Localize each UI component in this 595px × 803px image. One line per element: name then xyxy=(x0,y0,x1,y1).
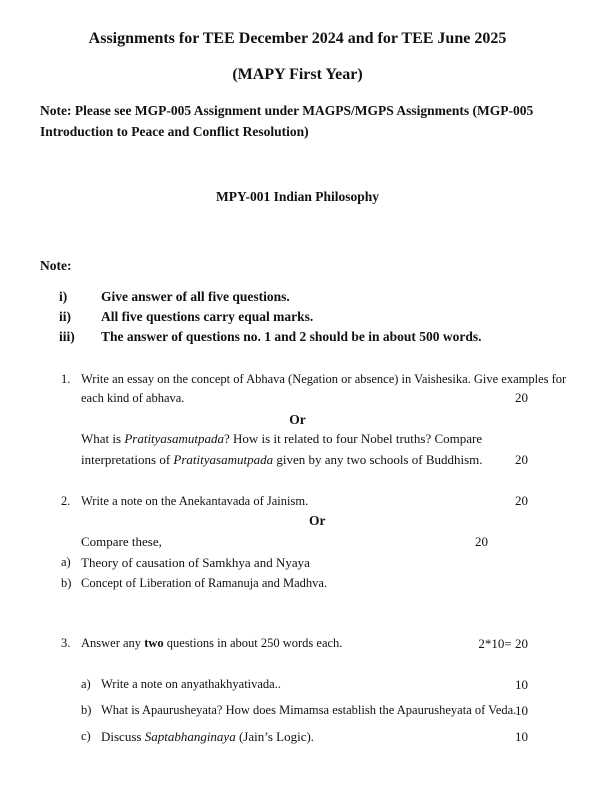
header-note-line2: Introduction to Peace and Conflict Resolution) xyxy=(40,124,309,139)
header-note-line1: Note: Please see MGP-005 Assignment under MAGPS/MGPS Assignments (MGP-005 xyxy=(40,103,534,118)
sub-part-number: b) xyxy=(81,703,92,717)
sub-part-number: c) xyxy=(81,729,91,743)
sub-part-number: b) xyxy=(61,576,72,590)
question-text: Compare these, xyxy=(81,534,162,549)
instruction-text: The answer of questions no. 1 and 2 should be in about 500 words. xyxy=(101,329,482,344)
question-text: Write an essay on the concept of Abhava (Negation or absence) in Vaishesika. Give examples for xyxy=(81,372,567,386)
instruction-text: Give answer of all five questions. xyxy=(101,289,290,304)
question-marks: 20 xyxy=(475,534,488,549)
question-text: What is Pratityasamutpada? How is it related to four Nobel truths? Compare xyxy=(81,431,483,446)
instruction-number: iii) xyxy=(59,329,75,344)
sub-part-text: What is Apaurusheyata? How does Mimamsa establish the Apaurusheyata of Veda. xyxy=(101,703,517,717)
question-number: 1. xyxy=(61,372,71,386)
sub-part-number: a) xyxy=(61,555,71,569)
sub-part-text: Write a note on anyathakhyativada.. xyxy=(101,677,281,691)
instruction-number: ii) xyxy=(59,309,71,324)
or-separator: Or xyxy=(289,412,306,427)
sub-part-text: Concept of Liberation of Ramanuja and Madhva. xyxy=(81,576,328,590)
page-title: Assignments for TEE December 2024 and for TEE June 2025 xyxy=(88,30,507,47)
question-marks: 20 xyxy=(515,390,528,405)
page-subtitle: (MAPY First Year) xyxy=(232,66,363,83)
sub-part-number: a) xyxy=(81,677,91,691)
question-marks: 20 xyxy=(515,493,528,508)
sub-part-marks: 10 xyxy=(515,677,528,692)
question-marks: 20 xyxy=(515,452,528,467)
sub-part-text: Theory of causation of Samkhya and Nyaya xyxy=(81,555,310,570)
question-text: Write a note on the Anekantavada of Jainism. xyxy=(81,494,309,508)
instruction-text: All five questions carry equal marks. xyxy=(101,309,314,324)
instructions-label: Note: xyxy=(40,258,72,273)
sub-part-marks: 10 xyxy=(515,703,528,718)
sub-part-text: Discuss Saptabhanginaya (Jain’s Logic). xyxy=(101,729,315,744)
sub-part-marks: 10 xyxy=(515,729,528,744)
course-title: MPY-001 Indian Philosophy xyxy=(215,189,380,204)
question-text: interpretations of Pratityasamutpada given by any two schools of Buddhism. xyxy=(81,452,483,467)
question-marks: 2*10= 20 xyxy=(478,636,528,651)
or-separator: Or xyxy=(309,513,326,528)
question-number: 2. xyxy=(61,494,71,508)
question-number: 3. xyxy=(61,636,71,650)
question-text: Answer any two questions in about 250 words each. xyxy=(81,636,343,650)
instruction-number: i) xyxy=(59,289,68,304)
question-text: each kind of abhava. xyxy=(81,391,185,405)
